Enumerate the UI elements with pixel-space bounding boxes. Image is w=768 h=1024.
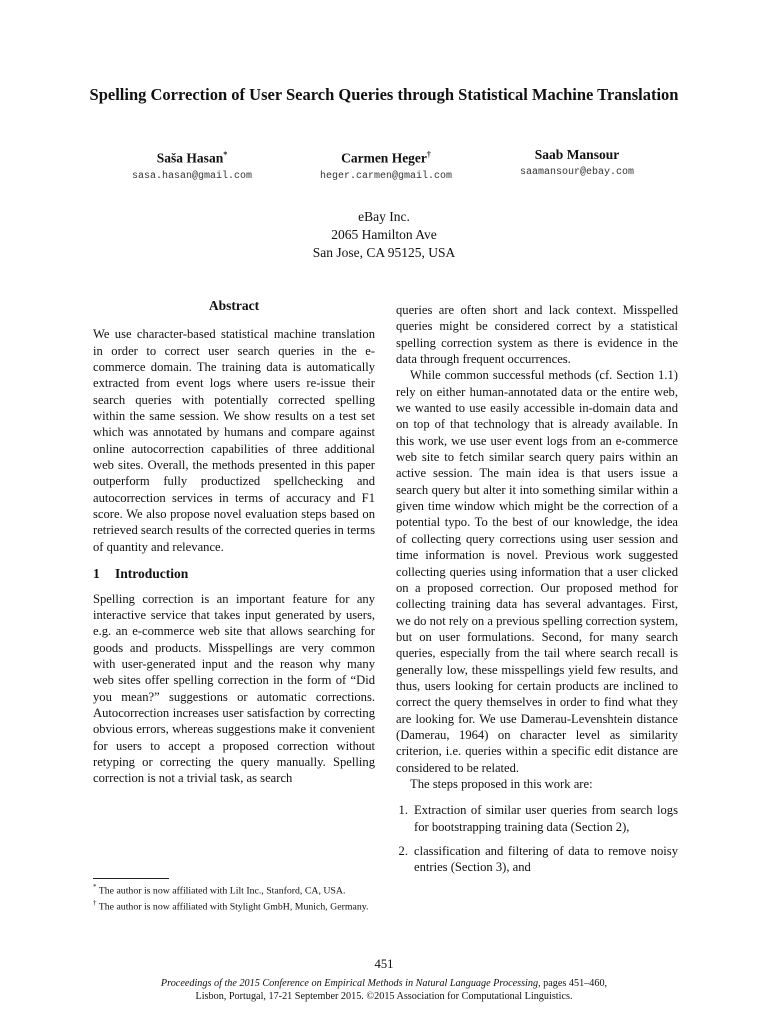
intro-paragraph-1: Spelling correction is an important feature for any interactive service that takes input generated by users, e.g. an e-commerce web site that allows searching for goods and products. Misspellings are very common with user-generated input and the reason why many web sites offer spelling correction in the form of “Did you mean?” suggestions or automatic corrections. Autocorrection increases user satisfaction by correcting obvious errors, whereas suggestions make it convenient for users to accept a proposed correction without retyping or correcting the query manually. Spelling correction is not a trivial task, as search [93,591,375,786]
proceedings-pages: , pages 451–460, [538,978,608,989]
list-number: 1. [398,803,408,818]
footnote-rule [93,878,169,879]
author-mark: * [223,150,228,159]
author-name: Carmen Heger [341,150,427,166]
author-email: heger.carmen@gmail.com [319,170,453,182]
proceedings-venue: Proceedings of the 2015 Conference on Empirical Methods in Natural Language Processing [160,978,539,989]
intro-paragraph-2: While common successful methods (cf. Section 1.1) rely on either human-annotated data or the entire web, we wanted to use easily accessible in-domain data and on top of that technology that is already available. In this work, we use user event logs from an e-commerce web site to fetch similar search query pairs within an active session. The main idea is that users issue a search query but alter it into something similar within a given time window which might be the correction of a potential typo. To the best of our knowledge, the idea of collecting query corrections using user session and time information is novel. Previous work suggested collecting queries using information that a user clicked on a proposed correction. Our proposed method for collecting training data has several advantages. First, we do not rely on a previous spelling correction system, but on user formulations. Second, for many search queries, especially from the tail where search recall is generally low, these misspellings yield few results, and thus, users looking for certain products are inclined to correct the query themselves in order to find what they are looking for. We use Damerau-Levenshtein distance (Damerau, 1964) on character level as similarity criterion, i.e. queries within a specific edit distance are considered to be related. [396,368,678,775]
footnote-mark: * [93,883,97,891]
abstract-heading: Abstract [208,298,260,313]
author-name: Saab Mansour [534,147,620,162]
affiliation-org: eBay Inc. [358,209,410,224]
author-email: sasa.hasan@gmail.com [131,170,253,182]
author-name: Saša Hasan [156,150,224,166]
section-heading-introduction [93,566,375,582]
footnote-text: The author is now affiliated with Lilt Inc., Stanford, CA, USA. [98,885,346,897]
section-number: 1 [93,566,100,582]
abstract-text: We use character-based statistical machine translation in order to correct user search queries in the e-commerce domain. The training data is automatically extracted from event logs where users re-issue their search queries with potentially corrected spelling within the same session. We show results on a test set which was annotated by humans and compare against online autocorrection capabilities of three additional web sites. Overall, the methods presented in this paper outperform fully productized spellchecking and autocorrection services in terms of accuracy and F1 score. We also propose novel evaluation steps based on retrieved search results of the corrected queries in terms of quantity and relevance. [93,327,375,554]
list-number: 2. [398,844,408,858]
affiliation-city: San Jose, CA 95125, USA [312,245,456,260]
affiliation [234,208,534,262]
footnote-text: The author is now affiliated with Stylight GmbH, Munich, Germany. [98,901,369,913]
list-item [396,843,678,876]
paper-title: Spelling Correction of User Search Queries through Statistical Machine Translation [89,85,679,104]
proceedings-footer [100,978,668,1003]
footnote-mark: † [93,899,97,908]
page-number: 451 [374,957,394,971]
affiliation-street: 2065 Hamilton Ave [331,227,437,242]
list-item [396,802,678,835]
right-column [396,302,678,884]
list-text: Extraction of similar user queries from search logs for bootstrapping training data (Section 2), [414,803,678,834]
intro-paragraph-3: The steps proposed in this work are: [410,776,593,791]
footnote-2 [93,897,375,913]
author-email: saamansour@ebay.com [519,167,635,178]
author-mark: † [426,150,431,159]
footnotes [93,881,375,914]
left-column [93,298,375,787]
steps-list [396,802,678,875]
section-title: Introduction [115,566,189,582]
footnote-1 [93,881,375,897]
proceedings-location: Lisbon, Portugal, 17-21 September 2015. ©2015 Association for Computational Linguistics. [195,990,573,1002]
author-3 [457,146,697,180]
list-text: classification and filtering of data to remove noisy entries (Section 3), and [414,844,678,875]
intro-paragraph-1-continued: queries are often short and lack context. Misspelled queries might be considered correct by a statistical spelling correction system as there is evidence in the data through frequent occurrences. [396,303,678,367]
